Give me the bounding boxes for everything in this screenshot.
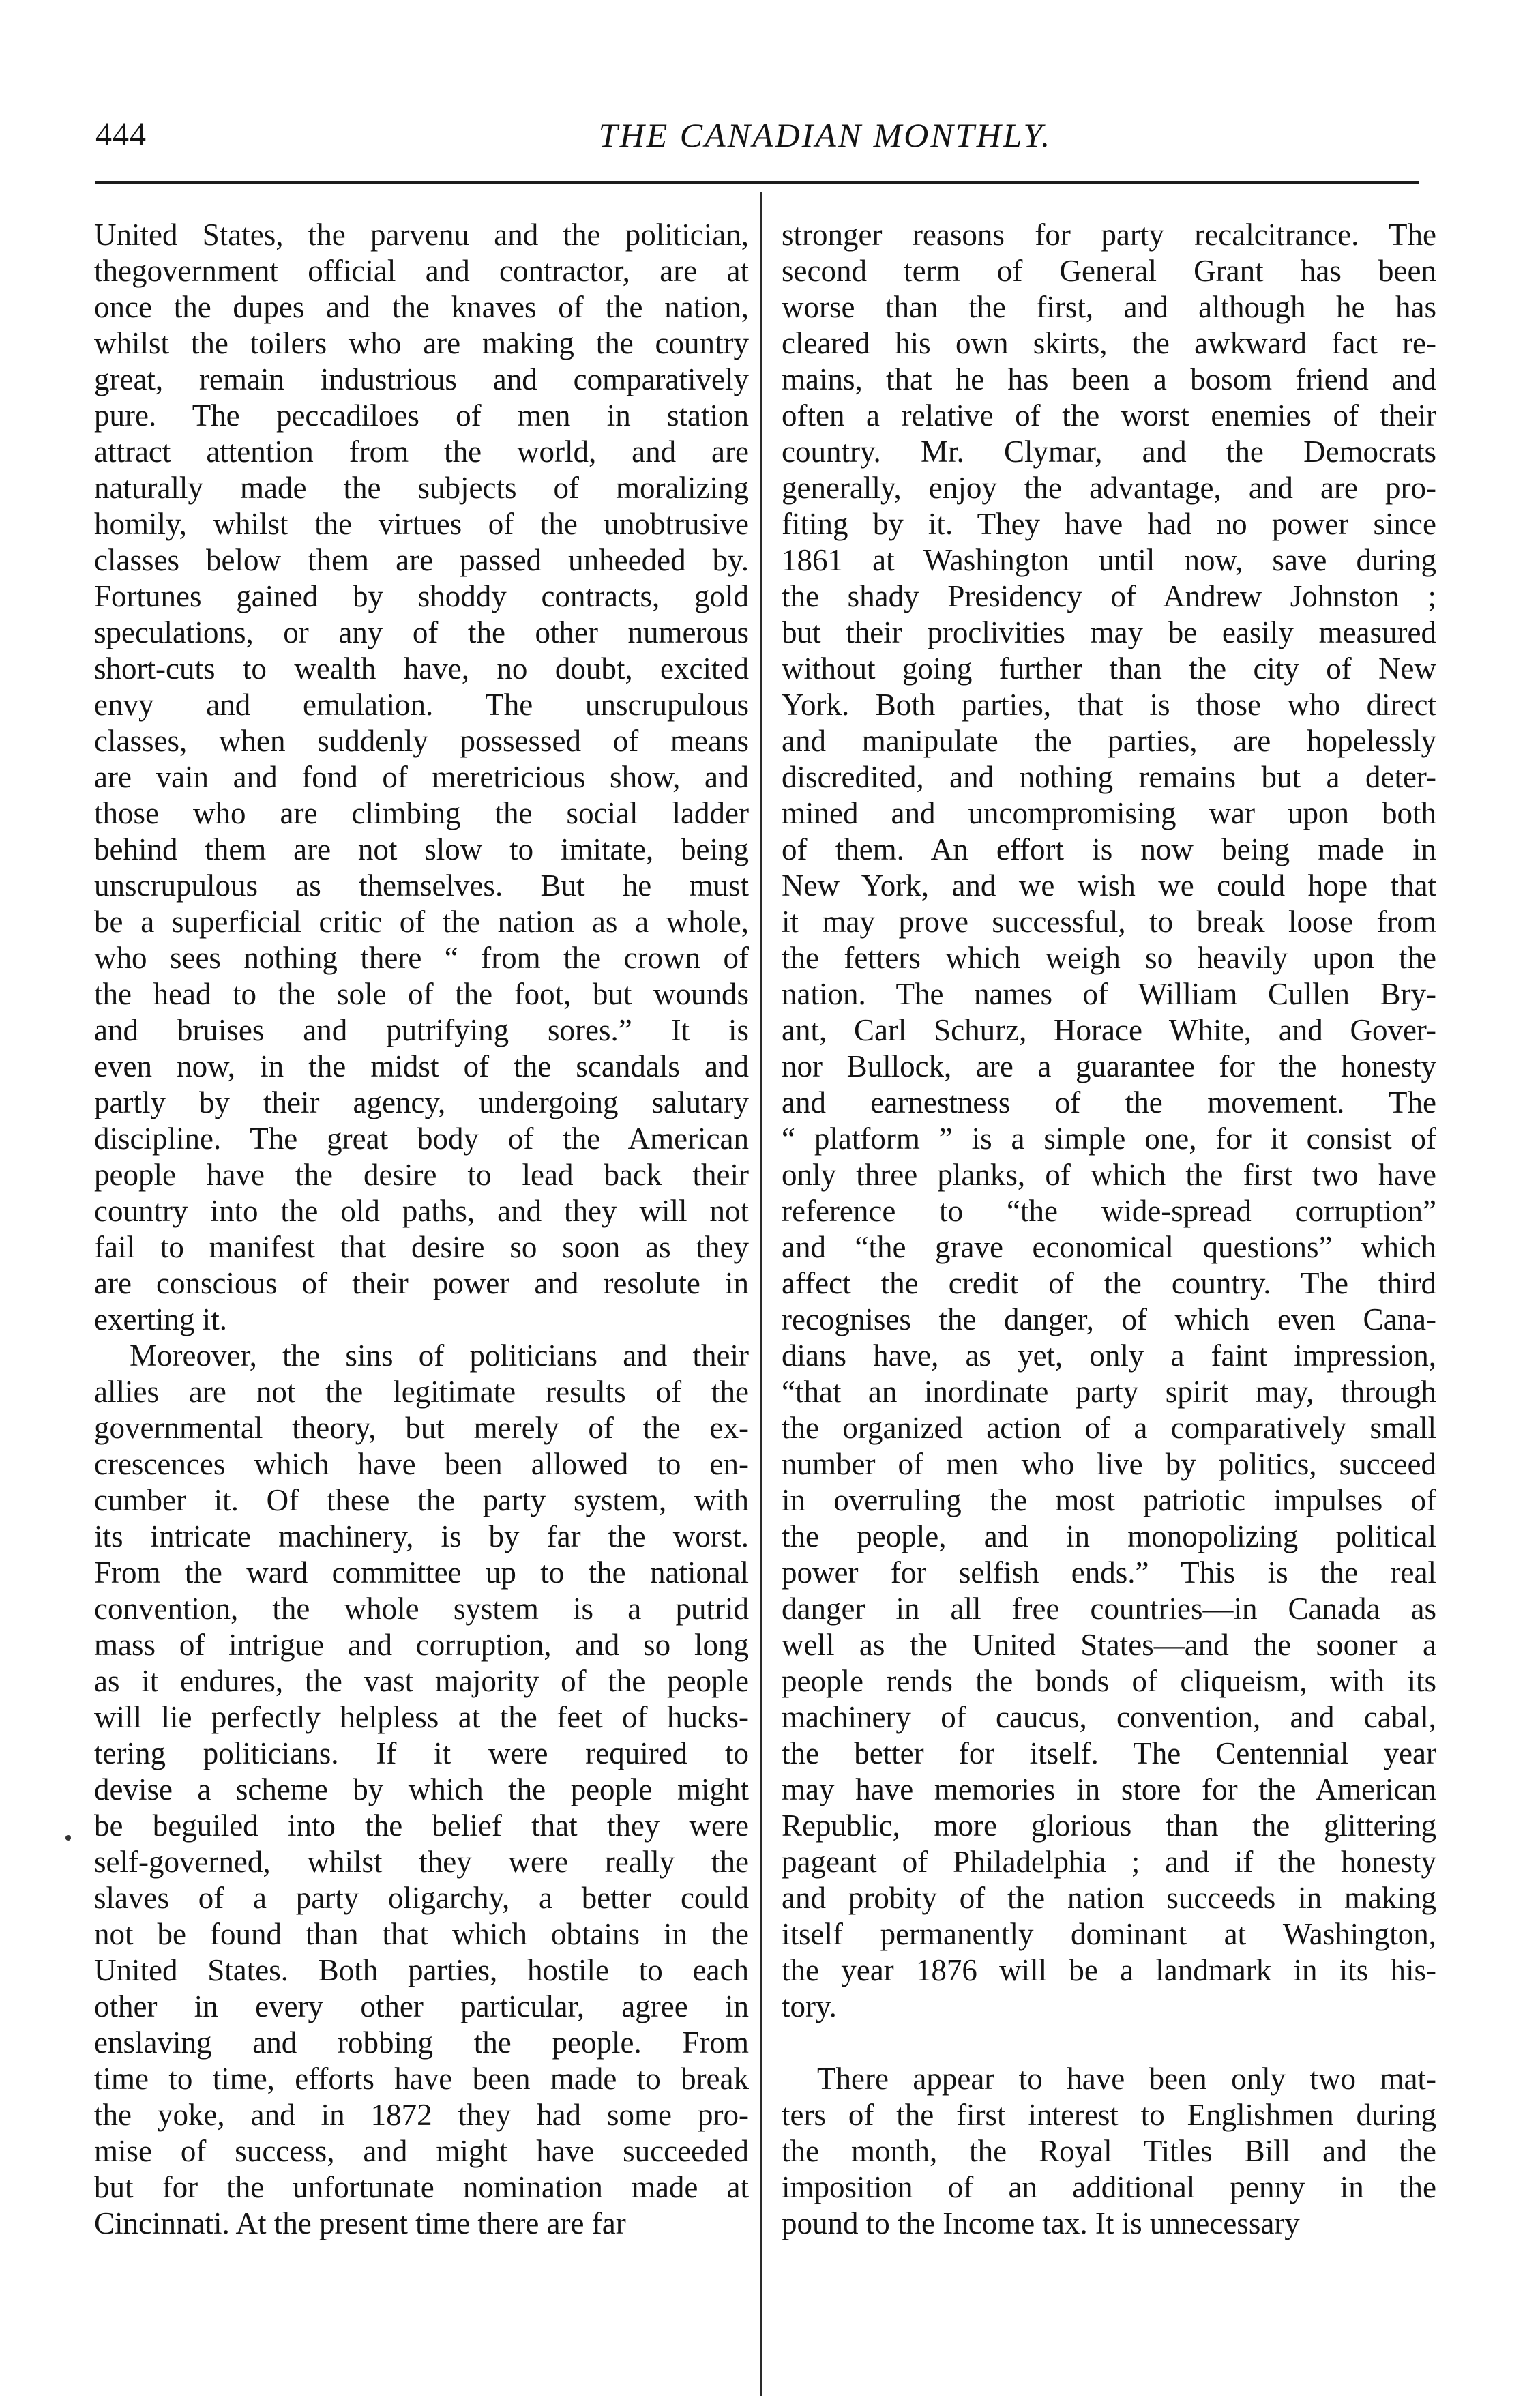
text-line: other in every other particular, agree in <box>94 1989 749 2023</box>
text-line: behind them are not slow to imitate, being <box>94 832 749 866</box>
text-line: ant, Carl Schurz, Horace White, and Gover- <box>782 1013 1436 1047</box>
text-line: exerting it. <box>94 1302 227 1336</box>
text-line: the head to the sole of the foot, but wounds <box>94 977 749 1011</box>
text-line: York. Both parties, that is those who direct <box>782 688 1436 722</box>
text-line: nor Bullock, are a guarantee for the honesty <box>782 1049 1436 1083</box>
text-line: cleared his own skirts, the awkward fact re- <box>782 326 1436 360</box>
text-line: and earnestness of the movement. The <box>782 1085 1436 1119</box>
text-line: second term of General Grant has been <box>782 254 1436 288</box>
text-line: From the ward committee up to the national <box>94 1555 749 1590</box>
header-rule <box>95 181 1419 184</box>
text-line: classes below them are passed unheeded by. <box>94 543 749 577</box>
text-line: who sees nothing there “ from the crown of <box>94 941 749 975</box>
text-line: United States, the parvenu and the politician, <box>94 218 749 252</box>
text-line: the year 1876 will be a landmark in its his- <box>782 1953 1436 1987</box>
text-line: devise a scheme by which the people might <box>94 1772 749 1806</box>
text-line: are vain and fond of meretricious show, and <box>94 760 749 794</box>
text-line: United States. Both parties, hostile to each <box>94 1953 749 1987</box>
text-line: homily, whilst the virtues of the unobtrusive <box>94 507 749 541</box>
text-line: partly by their agency, undergoing salutary <box>94 1085 749 1119</box>
text-line: dians have, as yet, only a faint impression, <box>782 1338 1436 1373</box>
text-line: reference to “the wide-spread corruption” <box>782 1194 1436 1228</box>
text-line: once the dupes and the knaves of the nation, <box>94 290 749 324</box>
text-line: tering politicians. If it were required to <box>94 1736 749 1770</box>
text-line: the better for itself. The Centennial year <box>782 1736 1436 1770</box>
text-line: but their proclivities may be easily measured <box>782 615 1436 649</box>
text-line: Republic, more glorious than the glittering <box>782 1809 1436 1843</box>
text-line: discipline. The great body of the American <box>94 1122 749 1156</box>
text-line: danger in all free countries—in Canada as <box>782 1592 1436 1626</box>
text-line: the organized action of a comparatively small <box>782 1411 1436 1445</box>
text-line: and bruises and putrifying sores.” It is <box>94 1013 749 1047</box>
page-number: 444 <box>95 117 147 153</box>
text-line: New York, and we wish we could hope that <box>782 868 1436 903</box>
text-line: imposition of an additional penny in the <box>782 2170 1436 2204</box>
text-line: worse than the first, and although he has <box>782 290 1436 324</box>
text-line: it may prove successful, to break loose from <box>782 905 1436 939</box>
text-line: discredited, and nothing remains but a deter- <box>782 760 1436 794</box>
text-line: mined and uncompromising war upon both <box>782 796 1436 830</box>
text-line: mass of intrigue and corruption, and so long <box>94 1628 749 1662</box>
text-line: itself permanently dominant at Washington, <box>782 1917 1436 1951</box>
text-line: Cincinnati. At the present time there are far <box>94 2206 626 2240</box>
text-line: its intricate machinery, is by far the worst. <box>94 1519 749 1553</box>
text-line: the shady Presidency of Andrew Johnston ; <box>782 579 1436 613</box>
text-line: self-governed, whilst they were really the <box>94 1845 749 1879</box>
text-line: in overruling the most patriotic impulses of <box>782 1483 1436 1517</box>
text-line: country. Mr. Clymar, and the Democrats <box>782 435 1436 469</box>
text-line: fiting by it. They have had no power since <box>782 507 1436 541</box>
text-line: without going further than the city of New <box>782 652 1436 686</box>
text-line: country into the old paths, and they will not <box>94 1194 749 1228</box>
text-line: crescences which have been allowed to en- <box>94 1447 749 1481</box>
text-line: allies are not the legitimate results of the <box>94 1375 749 1409</box>
text-line: mains, that he has been a bosom friend and <box>782 362 1436 396</box>
text-line: those who are climbing the social ladder <box>94 796 749 830</box>
text-line: pageant of Philadelphia ; and if the honesty <box>782 1845 1436 1879</box>
text-line: and “the grave economical questions” which <box>782 1230 1436 1264</box>
text-line: governmental theory, but merely of the ex- <box>94 1411 749 1445</box>
text-line: slaves of a party oligarchy, a better could <box>94 1881 749 1915</box>
text-line: power for selfish ends.” This is the real <box>782 1555 1436 1590</box>
text-line: pure. The peccadiloes of men in station <box>94 398 749 433</box>
column-divider <box>760 192 762 2396</box>
text-line: generally, enjoy the advantage, and are pro- <box>782 471 1436 505</box>
text-line: and manipulate the parties, are hopelessly <box>782 724 1436 758</box>
text-line: as it endures, the vast majority of the people <box>94 1664 749 1698</box>
text-line: speculations, or any of the other numerous <box>94 615 749 649</box>
text-line: often a relative of the worst enemies of their <box>782 398 1436 433</box>
text-line: may have memories in store for the American <box>782 1772 1436 1806</box>
text-line: envy and emulation. The unscrupulous <box>94 688 749 722</box>
text-line: and probity of the nation succeeds in making <box>782 1881 1436 1915</box>
text-line: not be found than that which obtains in the <box>94 1917 749 1951</box>
text-line: people have the desire to lead back their <box>94 1158 749 1192</box>
text-line: will lie perfectly helpless at the feet of hucks- <box>94 1700 749 1734</box>
text-line: attract attention from the world, and are <box>94 435 749 469</box>
text-line: but for the unfortunate nomination made at <box>94 2170 749 2204</box>
text-line: classes, when suddenly possessed of means <box>94 724 749 758</box>
left-column <box>94 217 749 2242</box>
text-line: well as the United States—and the sooner a <box>782 1628 1436 1662</box>
text-line: whilst the toilers who are making the country <box>94 326 749 360</box>
text-line: short-cuts to wealth have, no doubt, excited <box>94 652 749 686</box>
text-line: be beguiled into the belief that they were <box>94 1809 749 1843</box>
text-line: naturally made the subjects of moralizing <box>94 471 749 505</box>
text-line: Moreover, the sins of politicians and their <box>130 1338 749 1373</box>
margin-speck <box>65 1835 71 1841</box>
text-line: ters of the first interest to Englishmen during <box>782 2098 1436 2132</box>
right-column <box>782 217 1436 2242</box>
text-line: tory. <box>782 1989 837 2023</box>
text-line: the yoke, and in 1872 they had some pro- <box>94 2098 749 2132</box>
text-line: pound to the Income tax. It is unnecessary <box>782 2206 1300 2240</box>
text-line: unscrupulous as themselves. But he must <box>94 868 749 903</box>
text-line: only three planks, of which the first two have <box>782 1158 1436 1192</box>
text-line: the people, and in monopolizing political <box>782 1519 1436 1553</box>
text-line: affect the credit of the country. The third <box>782 1266 1436 1300</box>
text-line: even now, in the midst of the scandals and <box>94 1049 749 1083</box>
text-line: great, remain industrious and comparatively <box>94 362 749 396</box>
text-line: 1861 at Washington until now, save during <box>782 543 1436 577</box>
text-line: cumber it. Of these the party system, with <box>94 1483 749 1517</box>
text-line: stronger reasons for party recalcitrance. The <box>782 218 1436 252</box>
text-line: time to time, efforts have been made to break <box>94 2062 749 2096</box>
text-line: of them. An effort is now being made in <box>782 832 1436 866</box>
text-line: nation. The names of William Cullen Bry- <box>782 977 1436 1011</box>
text-line: number of men who live by politics, succeed <box>782 1447 1436 1481</box>
running-title: THE CANADIAN MONTHLY. <box>598 116 1052 154</box>
text-line: “that an inordinate party spirit may, through <box>782 1375 1436 1409</box>
text-line: convention, the whole system is a putrid <box>94 1592 749 1626</box>
text-line: thegovernment official and contractor, are at <box>94 254 749 288</box>
text-line: recognises the danger, of which even Cana- <box>782 1302 1436 1336</box>
text-line: fail to manifest that desire so soon as they <box>94 1230 749 1264</box>
text-line: the fetters which weigh so heavily upon the <box>782 941 1436 975</box>
text-line: enslaving and robbing the people. From <box>94 2025 749 2060</box>
text-line: mise of success, and might have succeeded <box>94 2134 749 2168</box>
text-line: Fortunes gained by shoddy contracts, gold <box>94 579 749 613</box>
text-line: people rends the bonds of cliqueism, with its <box>782 1664 1436 1698</box>
text-line: be a superficial critic of the nation as a whole, <box>94 905 749 939</box>
text-line: the month, the Royal Titles Bill and the <box>782 2134 1436 2168</box>
text-line: There appear to have been only two mat- <box>817 2062 1436 2096</box>
text-line: are conscious of their power and resolute in <box>94 1266 749 1300</box>
text-line: machinery of caucus, convention, and cabal, <box>782 1700 1436 1734</box>
text-line: “ platform ” is a simple one, for it consist of <box>782 1122 1436 1156</box>
